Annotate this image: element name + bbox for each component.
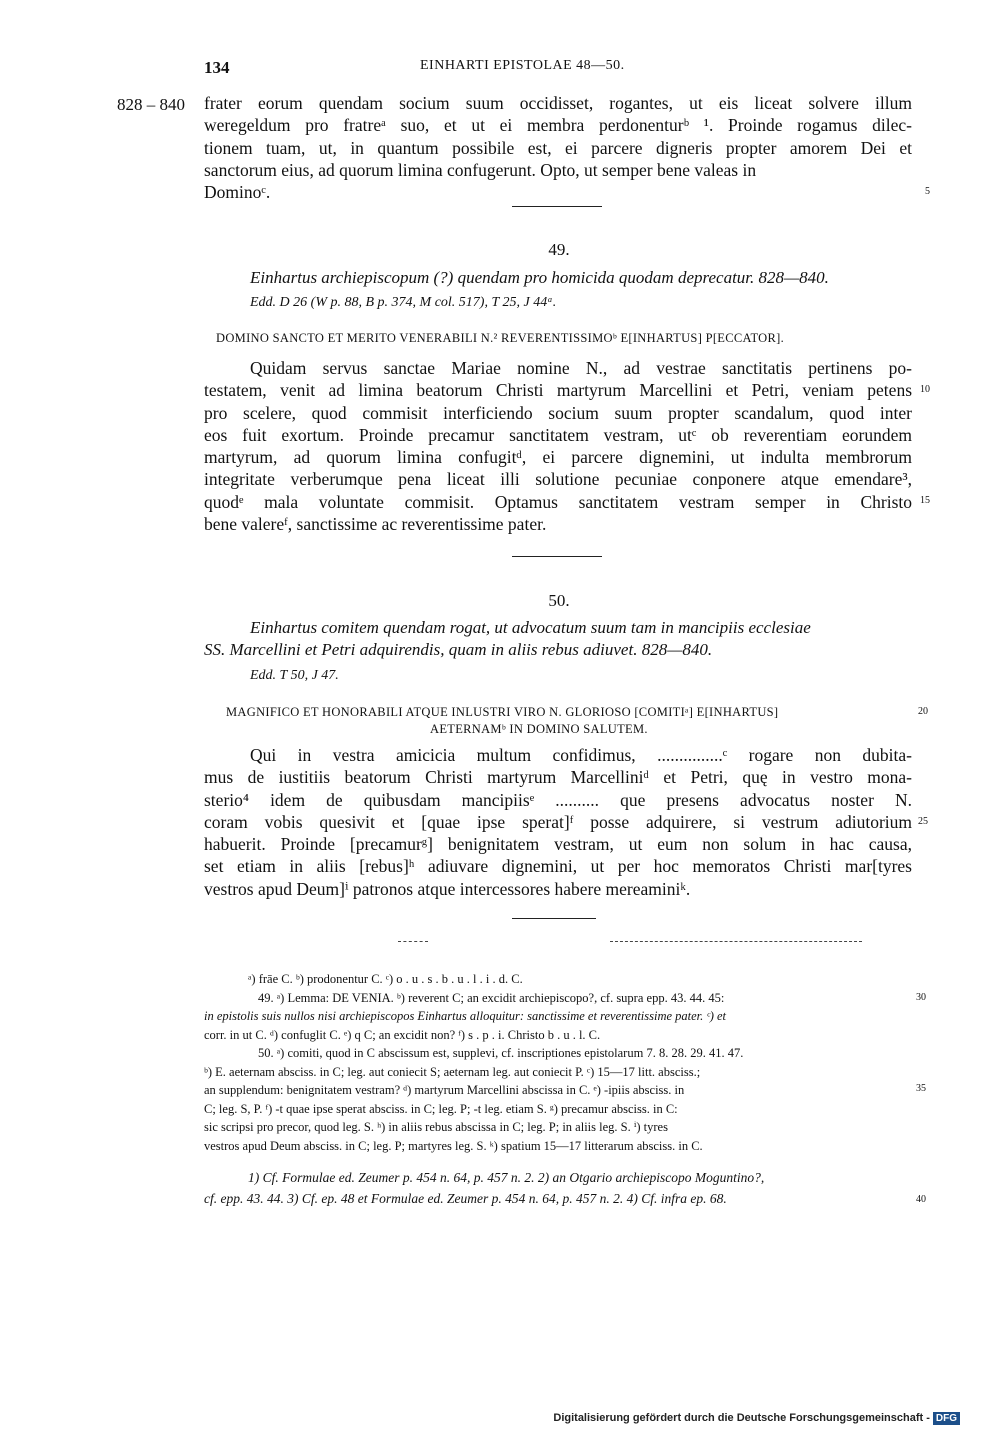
separator-dashed xyxy=(398,941,428,942)
letter50-body xyxy=(204,744,912,900)
text-line: sterio⁴ idem de quibusdam mancipiisᵉ .......... que presens advocatus noster N. xyxy=(204,789,912,810)
text-line: Qui in vestra amicicia multum confidimus, ...............ᶜ rogare non dubita- xyxy=(250,745,912,765)
text-line: pro scelere, quod commisit interficiendo socium suum propter scandalum, quod inter xyxy=(204,402,912,423)
letter49-editions: Edd. D 26 (W p. 88, B p. 374, M col. 517), T 25, J 44ᵃ. xyxy=(250,295,557,310)
letter50-address: AETERNAMᵇ IN DOMINO SALUTEM. xyxy=(430,722,648,736)
note-line: 49. ᵃ) Lemma: DE VENIA. ᵇ) reverent C; an excidit archiepiscopo?, cf. supra epp. 43. 44. 45: xyxy=(258,990,725,1005)
separator-rule xyxy=(512,918,596,919)
references xyxy=(204,1167,912,1209)
note-line: sic scripsi pro precor, quod leg. S. ʰ) in aliis rebus abscissa in C; leg. P; in aliis leg. S. ⁱ) tyres xyxy=(204,1120,668,1134)
page-number: 134 xyxy=(204,58,230,77)
separator-dashed xyxy=(610,941,862,942)
text-line: Dominoᶜ. xyxy=(204,182,271,203)
letter49-address: DOMINO SANCTO ET MERITO VENERABILI N.² REVERENTISSIMOᵇ E[INHARTUS] P[ECCATOR]. xyxy=(216,331,785,345)
letter48-continuation xyxy=(204,92,912,203)
digitization-footer xyxy=(553,1412,960,1425)
note-line: an supplendum: benignitatem vestram? ᵈ) martyrum Marcellini abscissa in C. ᵉ) -ipiis absciss. in xyxy=(204,1083,685,1097)
separator-rule xyxy=(512,556,602,557)
line-number: 5 xyxy=(925,186,930,197)
separator-rule xyxy=(512,206,602,207)
letter49-number: 49. xyxy=(548,240,570,259)
text-line: coram vobis quesivit et [quae ipse sperat]ᶠ posse adquirere, si vestrum adiutorium xyxy=(204,811,912,832)
note-line: ᵃ) frāe C. ᵇ) prodonentur C. ᶜ) o . u . s . b . u . l . i . d. C. xyxy=(248,972,523,986)
letter50-editions: Edd. T 50, J 47. xyxy=(250,668,339,683)
text-line: mus de iustitiis beatorum Christi martyrum Marcelliniᵈ et Petri, quę in vestro mona- xyxy=(204,767,912,788)
note-line: vestros apud Deum absciss. in C; leg. P; martyres leg. S. ᵏ) spatium 15—17 litterarum absciss. in C. xyxy=(204,1138,703,1153)
text-line: integritate verberumque pena liceat illi solutione pecuniae conponere atque emendare³, xyxy=(204,469,912,490)
letter50-summary: Einhartus comitem quendam rogat, ut advocatum suum tam in mancipiis ecclesiae xyxy=(250,618,811,637)
letter50-address: MAGNIFICO ET HONORABILI ATQUE INLUSTRI VIRO N. GLORIOSO [COMITIᵃ] E[INHARTUS] xyxy=(226,705,779,719)
note-line: ᵇ) E. aeternam absciss. in C; leg. aut coniecit S; aeternam leg. aut coniecit P. ᶜ) 15—17 litt. absciss.; xyxy=(204,1064,701,1079)
note-line: in epistolis suis nullos nisi archiepiscopos Einhartus alloquitur: sanctissime et reverentissime pater. ᶜ) et xyxy=(204,1009,727,1023)
text-line: testatem, venit ad limina beatorum Christi martyrum Marcellini et Petri, veniam petens xyxy=(204,380,912,401)
text-line: bene valereᶠ, sanctissime ac reverentissime pater. xyxy=(204,514,547,535)
text-line: set etiam in aliis [rebus]ʰ adiuvare dignemini, ut per hoc memoratos Christi mar[tyres xyxy=(204,856,912,877)
text-line xyxy=(204,159,912,181)
line-number: 40 xyxy=(916,1194,926,1205)
note-line: corr. in ut C. ᵈ) confuglit C. ᵉ) q C; an excidit non? ᶠ) s . p . i. Christo b . u . l. C. xyxy=(204,1027,601,1042)
running-title: EINHARTI EPISTOLAE 48—50. xyxy=(420,58,625,73)
line-number: 10 xyxy=(920,384,930,395)
margin-date: 828 – 840 xyxy=(117,95,185,114)
reference-line: cf. epp. 43. 44. 3) Cf. ep. 48 et Formulae ed. Zeumer p. 454 n. 64, p. 457 n. 2. 4) Cf. infra ep. 68. xyxy=(204,1191,727,1206)
reference-line: 1) Cf. Formulae ed. Zeumer p. 454 n. 64, p. 457 n. 2. 2) an Otgario archiepiscopo Moguntino?, xyxy=(248,1170,765,1185)
text-line: habuerit. Proinde [precamurᵍ] benignitatem vestram, ut eum non solum in hac causa, xyxy=(204,834,912,855)
dfg-logo: DFG xyxy=(933,1412,960,1425)
text-line: vestros apud Deum]ⁱ patronos atque intercessores habere mereaminiᵏ. xyxy=(204,878,691,899)
line-number: 30 xyxy=(916,992,926,1003)
note-line: 50. ᵃ) comiti, quod in C abscissum est, supplevi, cf. inscriptiones epistolarum 7. 8. 28. 29. 41. 47. xyxy=(258,1046,744,1060)
letter50-number: 50. xyxy=(548,591,570,610)
letter49-summary: Einhartus archiepiscopum (?) quendam pro homicida quodam deprecatur. 828—840. xyxy=(250,268,829,287)
text-line: quodᵉ mala voluntate commisit. Optamus sanctitatem vestram semper in Christo xyxy=(204,491,912,512)
note-line: C; leg. S, P. ᶠ) -t quae ipse sperat absciss. in C; leg. P; -t leg. etiam S. ᵍ) precamur absciss. in C: xyxy=(204,1101,678,1116)
text-line: Quidam servus sanctae Mariae nomine N., ad vestrae sanctitatis pertinens po- xyxy=(250,358,912,378)
digitization-text: Digitalisierung gefördert durch die Deutsche Forschungsgemeinschaft - xyxy=(553,1412,930,1424)
text-line: martyrum, ad quorum limina confugitᵈ, ei parcere dignemini, ut indulta membrorum xyxy=(204,447,912,468)
text-line: eos fuit exortum. Proinde precamur sanctitatem vestram, utᶜ ob reverentiam eorundem xyxy=(204,424,912,445)
critical-notes xyxy=(204,970,912,1155)
text-line: tionem tuam, ut, in quantum possibile est, ei parcere digneris propter amorem Dei et xyxy=(204,137,912,158)
letter50-summary: SS. Marcellini et Petri adquirendis, quam in aliis rebus adiuvet. 828—840. xyxy=(204,640,713,659)
line-number: 20 xyxy=(918,706,928,717)
line-number: 15 xyxy=(920,495,930,506)
text-line: frater eorum quendam socium suum occidisset, rogantes, ut eis liceat solvere illum xyxy=(204,93,912,113)
letter49-body xyxy=(204,357,912,535)
line-number: 35 xyxy=(916,1083,926,1094)
line-number: 25 xyxy=(918,816,928,827)
text-fragment: sanctorum eius, ad quorum limina confugerunt. Opto, ut semper bene valeas in xyxy=(204,159,757,180)
text-line: weregeldum pro fratreᵃ suo, et ut ei membra perdonenturᵇ ¹. Proinde rogamus dilec- xyxy=(204,115,912,136)
